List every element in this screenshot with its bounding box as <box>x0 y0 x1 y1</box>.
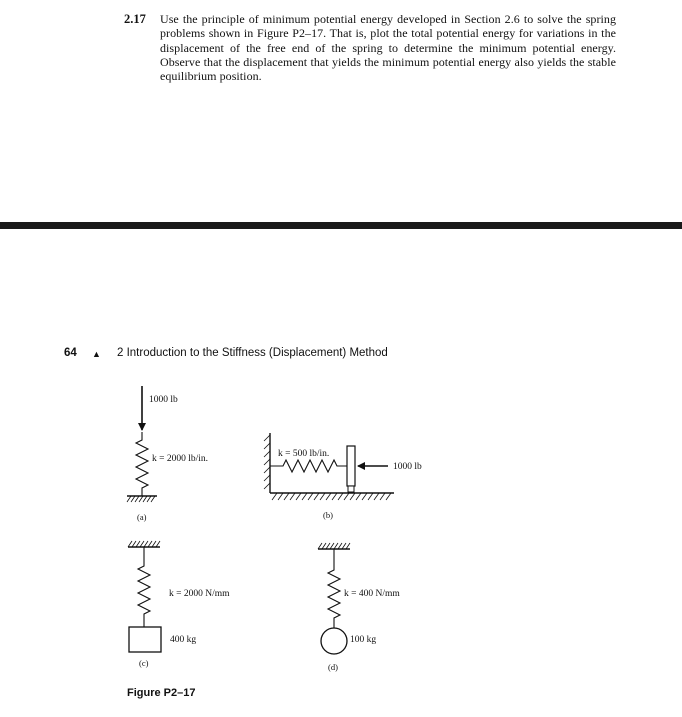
triangle-marker-icon: ▲ <box>92 349 101 359</box>
panel-d <box>318 543 400 672</box>
panel-c <box>128 541 230 668</box>
mass-ball-d <box>321 628 347 654</box>
page-number: 64 <box>64 347 77 359</box>
problem-text: Use the principle of minimum potential energy developed in Section 2.6 to solve the spring problems shown in Figure P2–17. That is, plot the total potential energy for variations in the displacement of the free end of the spring to determine the minimum potential energy. Observe that the displacement that yields the minimum potential energy also yields the stable equilibrium position. <box>160 12 616 84</box>
spring-label-a: k = 2000 lb/in. <box>152 454 209 464</box>
ground-hatch-a <box>127 496 155 502</box>
ceiling-hatch-d <box>318 543 350 549</box>
spring-label-d: k = 400 N/mm <box>344 589 400 599</box>
spring-label-b: k = 500 lb/in. <box>278 449 330 459</box>
panel-b <box>264 433 422 520</box>
spring-label-c: k = 2000 N/mm <box>169 589 230 599</box>
mass-label-d: 100 kg <box>350 635 377 645</box>
panel-a <box>127 386 208 522</box>
panel-label-c: (c) <box>139 658 149 668</box>
chapter-title: 2 Introduction to the Stiffness (Displacement) Method <box>117 347 388 359</box>
mass-block-c <box>129 627 161 652</box>
mass-label-c: 400 kg <box>170 635 197 645</box>
spring-b <box>270 460 347 472</box>
panel-label-a: (a) <box>137 512 147 522</box>
wall-hatch-b <box>264 435 270 489</box>
figure-caption: Figure P2–17 <box>127 687 196 699</box>
force-label-b: 1000 lb <box>393 462 422 472</box>
panel-label-d: (d) <box>328 662 338 672</box>
panel-label-b: (b) <box>323 510 333 520</box>
problem-number: 2.17 <box>124 12 146 26</box>
force-label-a: 1000 lb <box>149 395 178 405</box>
spring-d <box>328 549 340 628</box>
spring-a <box>136 432 148 496</box>
floor-hatch-b <box>272 493 391 500</box>
slider-block-b <box>347 446 355 486</box>
ceiling-hatch-c <box>128 541 160 547</box>
spring-c <box>138 547 150 627</box>
slider-roller-b <box>348 486 354 492</box>
